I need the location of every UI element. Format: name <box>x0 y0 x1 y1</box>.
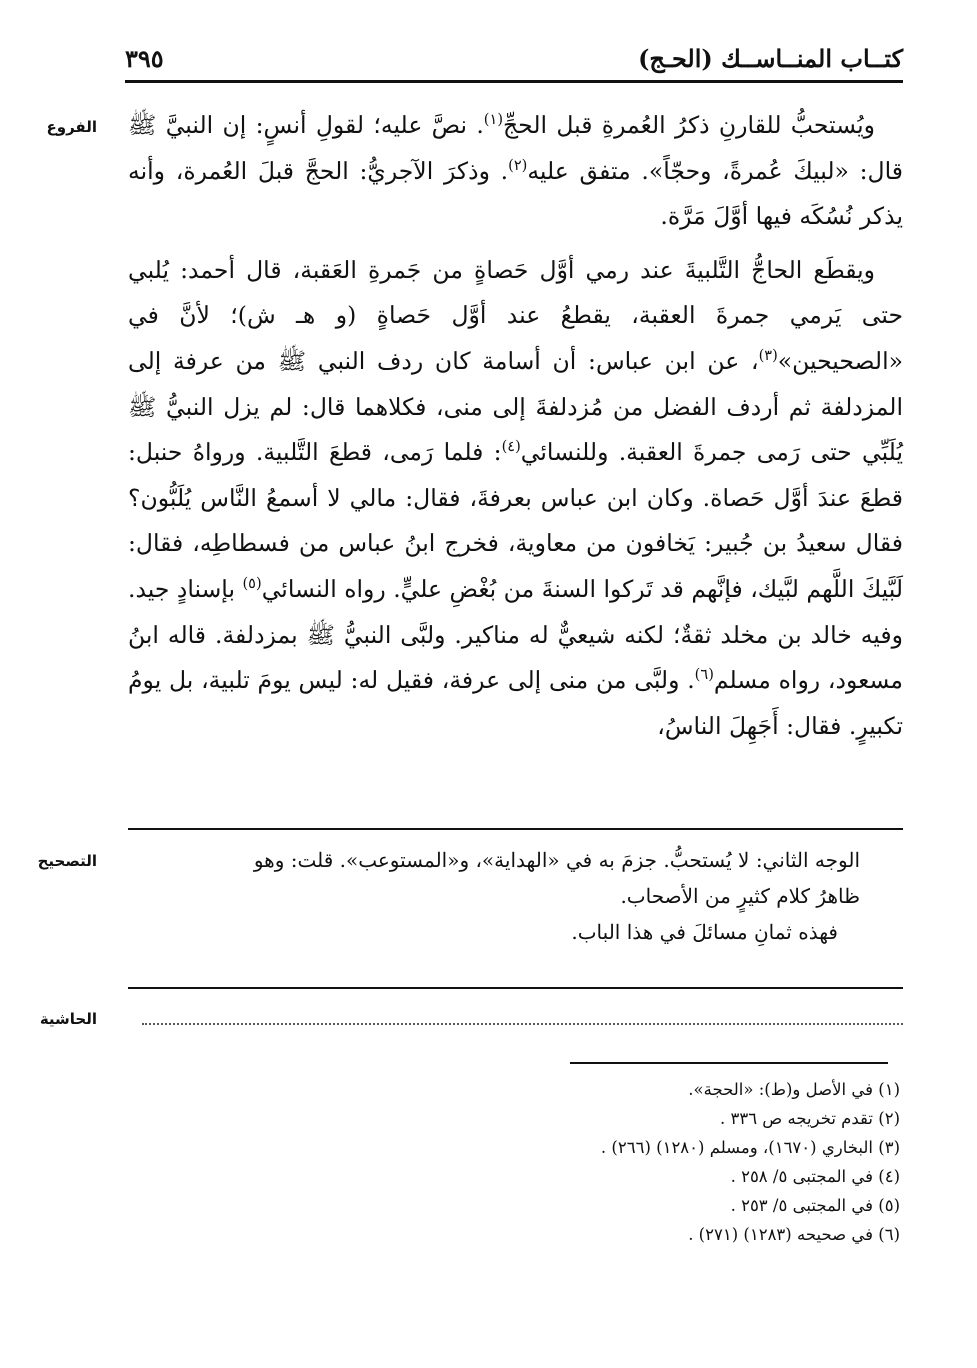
header-rule <box>125 80 903 83</box>
hashiya-dotted-line <box>142 1023 903 1025</box>
section-divider <box>128 987 903 989</box>
text-run: . وذكرَ الآجريُّ: الحجَّ قبلَ العُمرة، وأنه يذكر نُسُكَه فيها أوَّلَ مَرَّة. <box>128 156 903 231</box>
footnote-ref: (٤) <box>501 438 521 456</box>
footnote-item: (٦) في صحيحه (١٢٨٣) (٢٧١) . <box>688 1225 900 1244</box>
side-label-tashih: التصحيح <box>37 852 97 870</box>
footnote-ref: (٥) <box>242 575 262 593</box>
footnote-item: (٣) البخاري (١٦٧٠)، ومسلم (١٢٨٠) (٢٦٦) . <box>600 1138 900 1157</box>
running-title: كتــاب المنــاســك (الحـج) <box>638 43 903 73</box>
tashih-line-3: فهذه ثمانِ مسائلَ في هذا الباب. <box>571 920 838 944</box>
footnote-ref: (٢) <box>508 156 528 174</box>
footnote-rule <box>570 1062 888 1064</box>
text-run: . ولبَّى من منى إلى عرفة، فقيل له: ليس يومَ تلبية، بل يومُ تكبيرٍ. فقال: أَجَهِلَ الناسُ، <box>128 666 903 740</box>
footnote-ref: (١) <box>483 111 503 129</box>
footnotes <box>380 1075 900 1249</box>
main-text <box>128 103 903 749</box>
section-divider <box>128 828 903 830</box>
text-run: : فلما رَمى، قطعَ التَّلبية. ورواهُ حنبل: قطعَ عندَ أوَّل حَصاة. وكان ابن عباس بعرفةَ، فقال: مالي لا أسمعُ النَّاس يُلَبُّون؟ فقال سعيدُ بن جُبير: يَخافون من معاوية، فخرج ابنُ عباس من فسطاطِه، فقال: لَبَّيكَ اللَّهم لبَّيك، فإنَّهم قد تَركوا السنةَ من بُغْضِ عليٍّ. رواه النسائي <box>128 438 903 603</box>
main-paragraph-1 <box>128 103 903 240</box>
main-paragraph-2 <box>128 248 903 750</box>
text-run: بإسنادٍ جيد. وفيه خالد بن مخلد ثقةٌ؛ لكنه شيعيٌّ له مناكير. ولبَّى النبيُّ ﷺ بمزدلفة. قاله ابنُ مسعود، رواه مسلم <box>128 574 903 695</box>
tashih-line-2: ظاهرُ كلام كثيرٍ من الأصحاب. <box>620 884 860 908</box>
footnote-item: (٥) في المجتبى ٥/ ٢٥٣ . <box>730 1196 900 1215</box>
text-run: ، عن ابن عباس: أن أسامة كان ردف النبي ﷺ من عرفة إلى المزدلفة ثم أردف الفضل من مُزدلفةَ إلى منى، فكلاهما قال: لم يزل النبيُّ ﷺ يُلَبِّي حتى رَمى جمرةَ العقبة. وللنسائي <box>128 346 903 467</box>
page-number: ٣٩٥ <box>125 43 164 73</box>
text-run: . نصَّ عليه؛ لقولِ أنسٍ: إن النبيَّ ﷺ قال: «لبيكَ عُمرةً، وحجّاً». متفق عليه <box>128 111 903 185</box>
side-label-hashiya: الحاشية <box>39 1010 97 1028</box>
footnote-ref: (٦) <box>694 666 714 684</box>
side-label-furu: الفروع <box>46 118 97 136</box>
footnote-item: (٤) في المجتبى ٥/ ٢٥٨ . <box>730 1167 900 1186</box>
tashih-line-1: الوجه الثاني: لا يُستحبُّ. جزمَ به في «الهداية»، و«المستوعب». قلت: وهو <box>253 848 860 872</box>
text-run: ويُستحبُّ للقارنِ ذكرُ العُمرةِ قبل الحجِّ <box>503 111 875 139</box>
text-run: ويقطَع الحاجُّ التَّلبيةَ عند رمي أوَّل حَصاةٍ من جَمرةِ العَقبة، قال أحمد: يُلبي حتى يَرمي جمرةَ العقبة، يقطعُ عند أوَّل حَصاةٍ (و هـ ش)؛ لأنَّ في «الصحيحين» <box>128 255 903 375</box>
page-header <box>125 38 903 78</box>
footnote-item: (٢) تقدم تخريجه ص ٣٣٦ . <box>719 1109 900 1128</box>
tashih-text <box>140 842 860 950</box>
footnote-item: (١) في الأصل و(ط): «الحجة». <box>688 1080 900 1099</box>
footnote-ref: (٣) <box>758 347 778 365</box>
